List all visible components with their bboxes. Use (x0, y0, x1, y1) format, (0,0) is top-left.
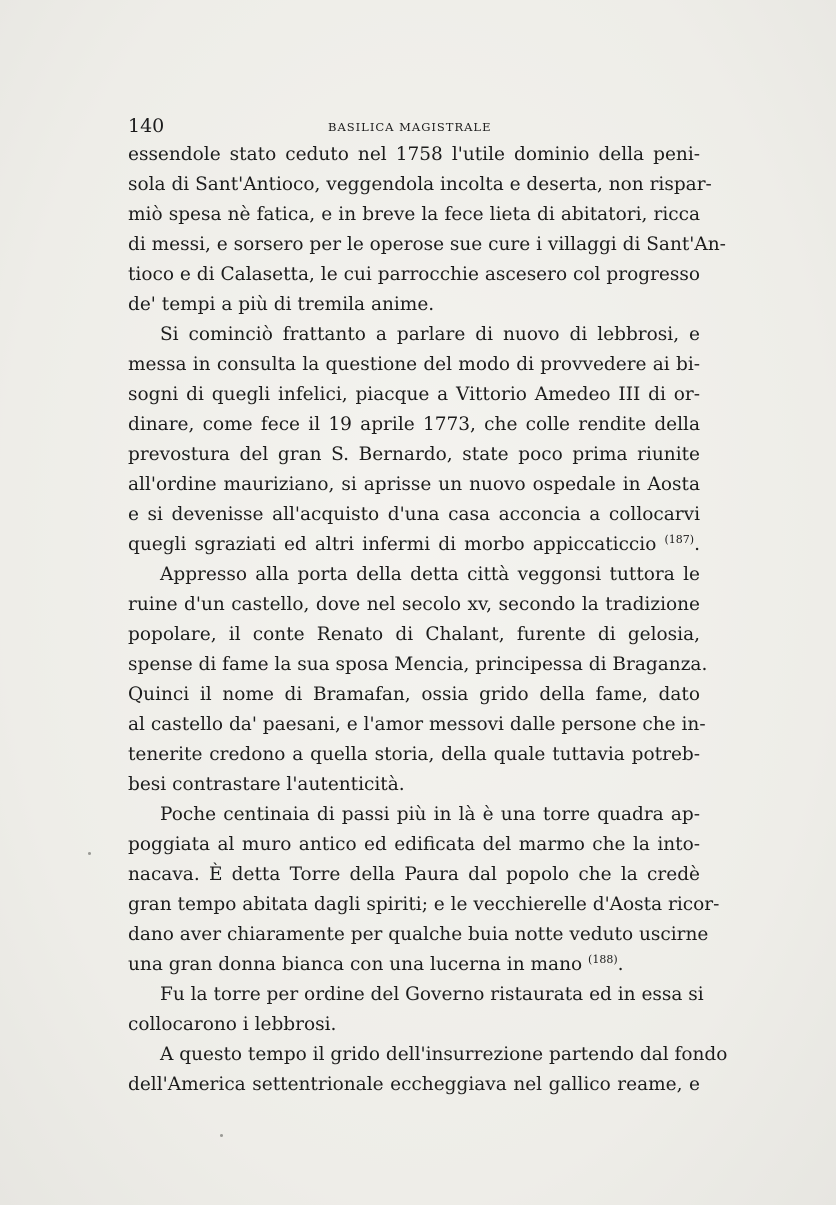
text-line: nacava. È detta Torre della Paura dal popolo che la credè (128, 864, 700, 885)
line-text: una gran donna bianca con una lucerna in mano (128, 954, 583, 975)
text-line (128, 950, 700, 980)
text-line: tenerite credono a quella storia, della quale tuttavia potreb- (128, 744, 700, 765)
text-line: poggiata al muro antico ed edificata del marmo che la into- (128, 834, 700, 855)
text-line: all'ordine mauriziano, si aprisse un nuovo ospedale in Aosta (128, 474, 700, 495)
text-line: Appresso alla porta della detta città veggonsi tuttora le (160, 564, 700, 585)
text-line: spense di fame la sua sposa Mencia, principessa di Braganza. (128, 654, 708, 675)
text-line: miò spesa nè fatica, e in breve la fece lieta di abitatori, ricca (128, 204, 700, 225)
text-line: essendole stato ceduto nel 1758 l'utile dominio della peni- (128, 144, 700, 165)
running-title: BASILICA MAGISTRALE (328, 120, 492, 134)
text-line: di messi, e sorsero per le operose sue cure i villaggi di Sant'An- (128, 234, 726, 255)
text-line: besi contrastare l'autenticità. (128, 774, 405, 795)
text-line: Quinci il nome di Bramafan, ossia grido della fame, dato (128, 684, 700, 705)
text-line: dinare, come fece il 19 aprile 1773, che colle rendite della (128, 414, 700, 435)
line-end-punctuation: . (617, 954, 624, 975)
text-line: Poche centinaia di passi più in là è una torre quadra ap- (160, 804, 700, 825)
text-line: ruine d'un castello, dove nel secolo xv, secondo la tradizione (128, 594, 700, 615)
line-end-punctuation: . (694, 534, 700, 555)
text-line: sogni di quegli infelici, piacque a Vittorio Amedeo III di or- (128, 384, 700, 405)
text-line: al castello da' paesani, e l'amor messovi dalle persone che in- (128, 714, 706, 735)
paper-speck (88, 852, 91, 855)
text-line: collocarono i lebbrosi. (128, 1014, 337, 1035)
text-line: de' tempi a più di tremila anime. (128, 294, 435, 315)
line-text: quegli sgraziati ed altri infermi di morbo appiccaticcio (128, 534, 657, 555)
text-line: gran tempo abitata dagli spiriti; e le vecchierelle d'Aosta ricor- (128, 894, 720, 915)
text-line: Si cominciò frattanto a parlare di nuovo di lebbrosi, e (160, 324, 700, 345)
text-line: dano aver chiaramente per qualche buia notte veduto uscirne (128, 924, 709, 945)
paper-speck (220, 1134, 223, 1137)
footnote-reference[interactable]: (188) (588, 953, 618, 966)
text-line: prevostura del gran S. Bernardo, state poco prima riunite (128, 444, 700, 465)
text-line: popolare, il conte Renato di Chalant, furente di gelosia, (128, 624, 700, 645)
text-line: Fu la torre per ordine del Governo ristaurata ed in essa si (160, 984, 704, 1005)
text-line: dell'America settentrionale eccheggiava nel gallico reame, e (128, 1074, 700, 1095)
body-text (128, 140, 728, 1100)
text-line (128, 530, 700, 560)
text-line: e si devenisse all'acquisto d'una casa acconcia a collocarvi (128, 504, 700, 525)
page-header (128, 116, 700, 136)
text-line: A questo tempo il grido dell'insurrezione partendo dal fondo (160, 1044, 728, 1065)
page-number: 140 (128, 115, 165, 137)
text-line: sola di Sant'Antioco, veggendola incolta e deserta, non rispar- (128, 174, 712, 195)
text-line: tioco e di Calasetta, le cui parrocchie ascesero col progresso (128, 264, 700, 285)
text-line: messa in consulta la questione del modo di provvedere ai bi- (128, 354, 700, 375)
footnote-reference[interactable]: (187) (664, 533, 695, 546)
